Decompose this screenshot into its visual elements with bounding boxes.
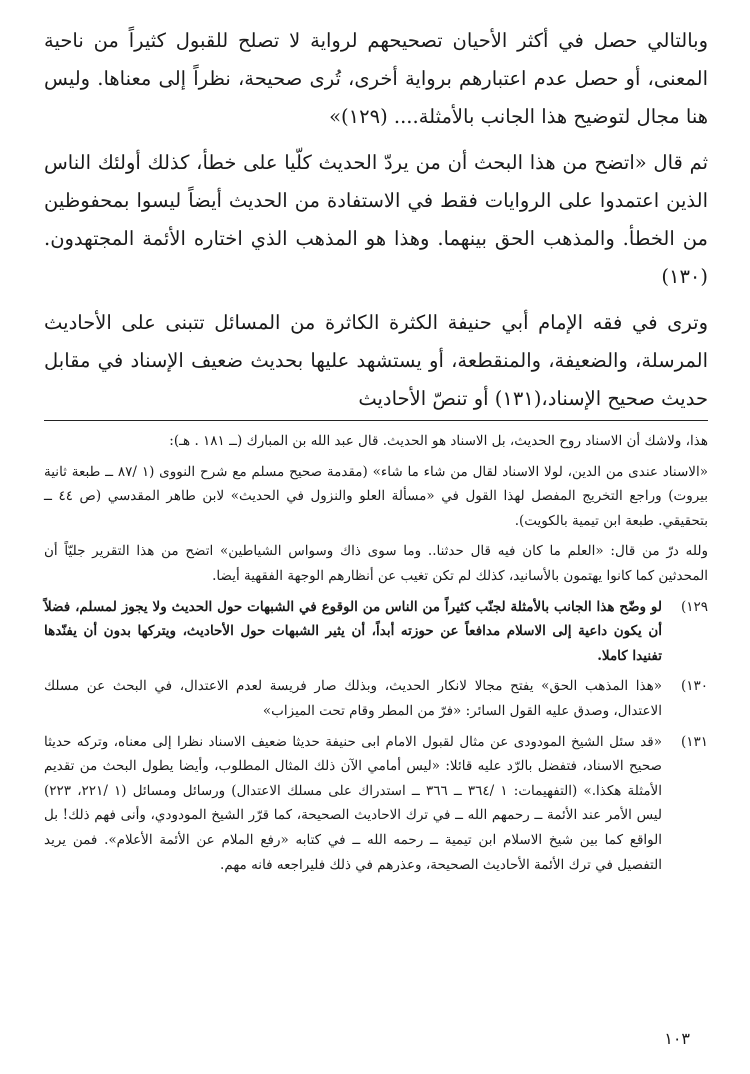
footnote-separator — [44, 420, 708, 421]
footnote-text: «هذا المذهب الحق» يفتح مجالا لانكار الحديث، وبذلك صار فريسة لعدم الاعتدال، في البحث عن مسلك الاعتدال، وصدق عليه القول السائر: «فرّ من المطر وقام تحت الميزاب» — [44, 678, 662, 719]
footnote-number: ١٢٩) — [680, 598, 708, 615]
footnote-131 — [44, 730, 708, 878]
footnotes — [44, 429, 708, 877]
footnote-129 — [44, 595, 708, 669]
main-paragraph-2: ثم قال «اتضح من هذا البحث أن من يردّ الحديث كلّيا على خطأ، كذلك أولئك الناس الذين اعتمدوا على الروايات فقط في الاستفادة من الحديث أيضاً ليسوا بمحفوظين من الخطأ. والمذهب الحق بينهما. وهذا هو المذهب الذي اختاره الأئمة المجتهدون.(١٣٠) — [44, 151, 708, 288]
main-paragraph-1: وبالتالي حصل في أكثر الأحيان تصحيحهم لرواية لا تصلح للقبول كثيراً من ناحية المعنى، أو حصل عدم اعتبارهم برواية أخرى، تُرى صحيحة، نظراً إلى معناها. وليس هنا مجال لتوضيح هذا الجانب بالأمثلة.... (١٢٩)» — [44, 29, 708, 128]
book-page — [44, 22, 708, 1062]
page-number: ١٠٣ — [664, 1029, 690, 1048]
footnote-continuation-1: هذا، ولاشك أن الاسناد روح الحديث، بل الاسناد هو الحديث. قال عبد الله بن المبارك (ــ ١٨١ . هـ): — [169, 433, 708, 449]
footnote-number: ١٣١) — [680, 733, 708, 750]
footnote-text: لو وضّح هذا الجانب بالأمثلة لجنّب كثيراً من الناس من الوقوع في الشبهات حول الحديث ولا يجوز لمسلم، فضلاً أن يكون داعية إلى الاسلام مدافعاً عن حوزته أبداً، أن يثير الشبهات حول الأحاديث، ويتركها بدون أن يفنّدها تفنيدا كاملا. — [44, 598, 662, 664]
footnote-130 — [44, 674, 708, 723]
footnote-text: «قد سئل الشيخ المودودى عن مثال لقبول الامام ابى حنيفة حديثا ضعيف الاسناد نظرا إلى معناه، وتركه حديثا صحيح الاسناد، فتفضل بالرّد عليه قائلا: «ليس أمامي الآن ذلك المثال المطلوب، وأيضا يطول البحث من تقديم الأمثلة هكذا.» (التفهيمات: ١ /٣٦٤ ــ ٣٦٦ ــ استدراك على مسلك الاعتدال) ورسائل ومسائل (١ /٢٢١، ٢٢٣) ليس الأمر عند الأئمة ــ رحمهم الله ــ في ترك الاحاديث الصحيحة، كما قرّر الشيخ المودودي، وأنى فهم ذلك! بل الواقع كما بين شيخ الاسلام ابن تيمية ــ رحمه الله ــ في كتابه «رفع الملام عن الأئمة الأعلام». فمن يريد التفصيل في ترك الأئمة الأحاديث الصحيحة، وعذرهم في ذلك فليراجعه فانه مهم. — [44, 733, 662, 873]
main-text — [44, 22, 708, 418]
main-paragraph-3: وترى في فقه الإمام أبي حنيفة الكثرة الكاثرة من المسائل تتبنى على الأحاديث المرسلة، والضعيفة، والمنقطعة، أو يستشهد عليها بحديث ضعيف الإسناد في مقابل حديث صحيح الإسناد،(١٣١) أو تنصّ الأحاديث — [44, 311, 708, 410]
footnote-continuation-2: «الاسناد عندى من الدين، لولا الاسناد لقال من شاء ما شاء» (مقدمة صحيح مسلم مع شرح النووى (١ /٨٧ ــ طبعة ثانية بيروت) وراجع التخريج المفصل لهذا القول في «مسألة العلو والنزول في الحديث» لابن طاهر المقدسي (ص ٤٤ ــ بتحقيقي. طبعة ابن تيمية بالكويت). — [44, 463, 709, 529]
footnote-continuation-3: ولله درّ من قال: «العلم ما كان فيه قال حدثنا.. وما سوى ذاك وسواس الشياطين» اتضح من هذا التقرير جليّاً أن المحدثين كما كانوا يهتمون بالأسانيد، كذلك لم تكن تغيب عن أنظارهم الوجهة الفقهية أيضا. — [44, 543, 708, 584]
footnote-number: ١٣٠) — [680, 678, 708, 695]
